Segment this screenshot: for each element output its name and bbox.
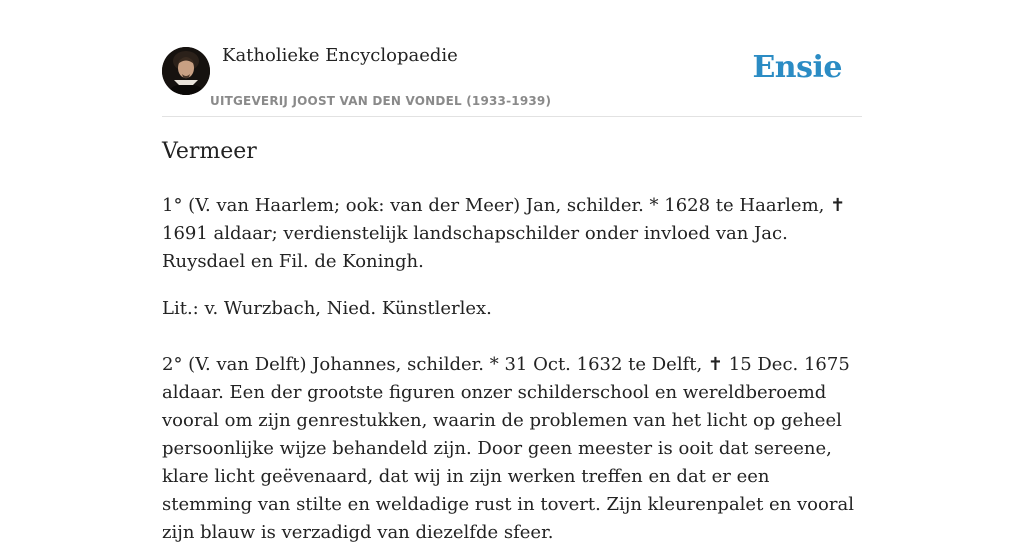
entry-paragraph: 2° (V. van Delft) Johannes, schilder. * 31 Oct. 1632 te Delft, ✝ 15 Dec. 1675 aldaar. Een der grootste figuren onzer schilderschool en wereldberoemd vooral om zijn genrestukken, waarin de problemen van het licht op geheel persoonlijke wijze behandeld zijn. Door geen meester is ooit dat sereene, klare licht geëvenaard, dat wij in zijn werken treffen en dat er een stemming van stilte en weldadige rust in tovert. Zijn kleurenpalet en vooral zijn blauw is verzadigd van diezelfde sfeer. — [162, 354, 854, 543]
portrait-image — [162, 47, 210, 95]
source-avatar[interactable] — [162, 47, 210, 95]
entry-paragraph: Lit.: v. Wurzbach, Nied. Künstlerlex. — [162, 298, 492, 319]
page — [162, 0, 862, 543]
entry-title: Vermeer — [162, 139, 257, 164]
entry-paragraph: 1° (V. van Haarlem; ook: van der Meer) Jan, schilder. * 1628 te Haarlem, ✝ 1691 aldaar; verdienstelijk landschapschilder onder invloed van Jac. Ruysdael en Fil. de Koningh. — [162, 195, 846, 272]
source-header — [162, 0, 862, 117]
source-title[interactable]: Katholieke Encyclopaedie — [222, 45, 458, 66]
ensie-logo-link[interactable]: Ensie — [752, 50, 842, 85]
publisher-label: UITGEVERIJ JOOST VAN DEN VONDEL (1933-1939) — [210, 94, 552, 108]
